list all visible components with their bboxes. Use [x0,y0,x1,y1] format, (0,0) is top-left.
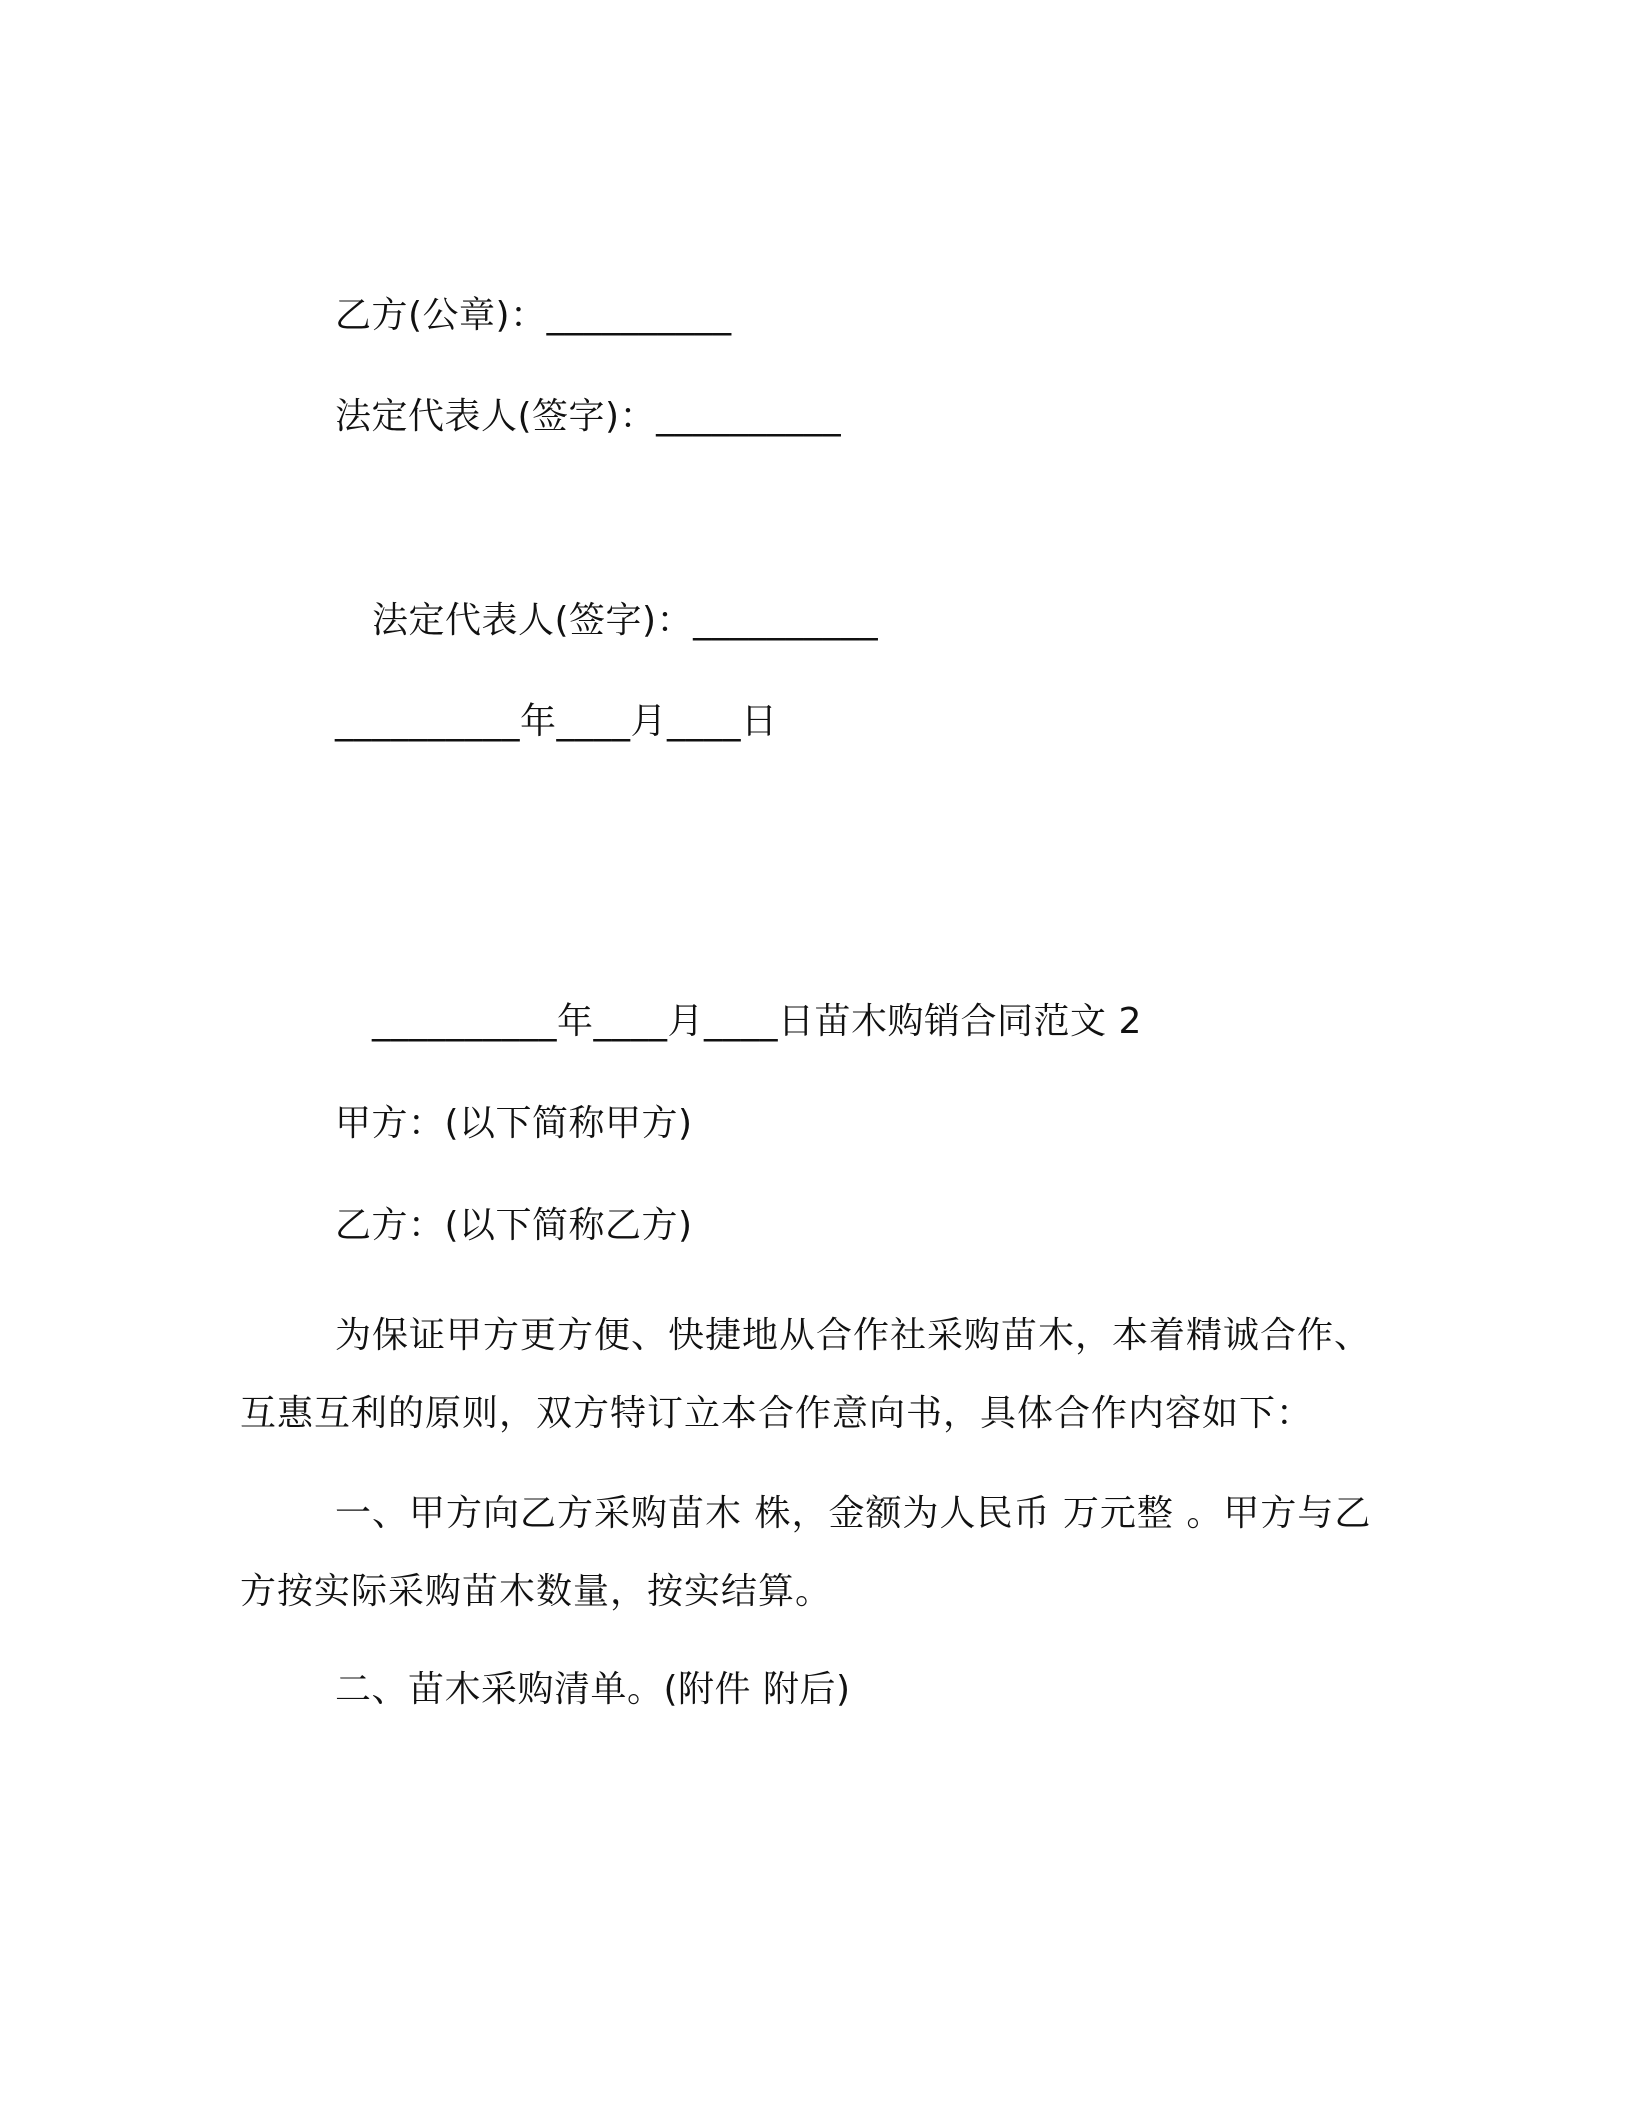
legal-rep-signature-line: 法定代表人(签字)：__________ [335,396,842,437]
party-b-seal-line: 乙方(公章)：__________ [335,295,732,336]
clause-1-paragraph: 一、甲方向乙方采购苗木 株，金额为人民币 万元整 。甲方与乙方按实际采购苗木数量，按实结算。 [240,1493,1372,1612]
contract-title: __________年____月____日苗木购销合同范文 2 [372,1001,1142,1042]
party-b-line: 乙方：(以下简称乙方) [335,1205,693,1246]
clause-2-line: 二、苗木采购清单。(附件 附后) [335,1669,851,1710]
party-a-line: 甲方：(以下简称甲方) [335,1103,693,1144]
signature-date-line: __________年____月____日 [335,701,778,742]
legal-rep-signature-line-2: 法定代表人(签字)：__________ [372,600,879,641]
preamble-paragraph: 为保证甲方更方便、快捷地从合作社采购苗木，本着精诚合作、互惠互利的原则，双方特订立本合作意向书，具体合作内容如下： [240,1315,1372,1434]
